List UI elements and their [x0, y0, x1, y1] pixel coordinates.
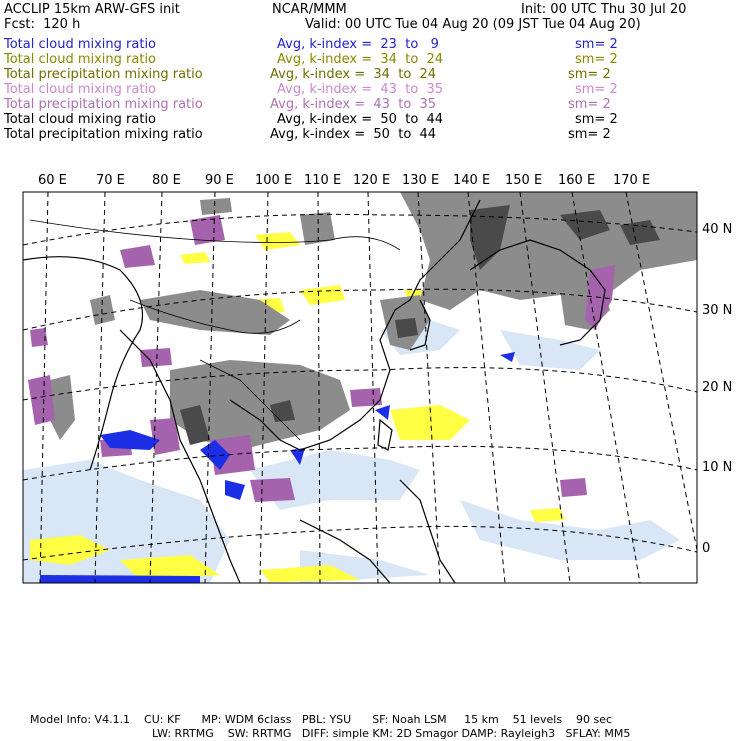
lon-label: 120 E	[353, 173, 391, 188]
map-fields	[23, 192, 697, 583]
lon-label: 90 E	[205, 173, 234, 188]
lon-label: 150 E	[505, 173, 543, 188]
legend-sm: sm= 2	[575, 82, 618, 97]
legend-sm: sm= 2	[575, 112, 618, 127]
lon-label: 60 E	[38, 173, 67, 188]
lat-label: 10 N	[702, 460, 733, 475]
lon-label: 160 E	[558, 173, 596, 188]
legend-label: Total precipitation mixing ratio	[4, 97, 203, 112]
legend-label: Total cloud mixing ratio	[4, 37, 157, 52]
legend-label: Total cloud mixing ratio	[4, 52, 157, 67]
center-label: NCAR/MMM	[272, 2, 347, 17]
legend-stat: Avg, k-index = 34 to 24	[277, 52, 444, 67]
legend-label: Total precipitation mixing ratio	[4, 127, 203, 142]
lon-label: 140 E	[453, 173, 491, 188]
legend-sm: sm= 2	[575, 52, 618, 67]
legend-sm: sm= 2	[568, 67, 611, 82]
lat-label: 0	[702, 541, 711, 556]
lon-label: 170 E	[613, 173, 651, 188]
init-time: Init: 00 UTC Thu 30 Jul 20	[521, 2, 687, 17]
lon-label: 80 E	[152, 173, 181, 188]
forecast-hour: Fcst: 120 h	[4, 17, 81, 32]
lat-label: 20 N	[702, 380, 733, 395]
lon-label: 130 E	[402, 173, 440, 188]
legend-stat: Avg, k-index = 43 to 35	[277, 82, 444, 97]
model-title: ACCLIP 15km ARW-GFS init	[4, 2, 180, 17]
lat-label: 40 N	[702, 222, 733, 237]
legend-stat: Avg, k-index = 50 to 44	[270, 127, 437, 142]
legend-sm: sm= 2	[568, 97, 611, 112]
legend-label: Total precipitation mixing ratio	[4, 67, 203, 82]
legend-stat: Avg, k-index = 43 to 35	[270, 97, 437, 112]
valid-time: Valid: 00 UTC Tue 04 Aug 20 (09 JST Tue 04 Aug 20)	[305, 17, 641, 32]
legend-sm: sm= 2	[568, 127, 611, 142]
lat-label: 30 N	[702, 303, 733, 318]
legend-stat: Avg, k-index = 50 to 44	[277, 112, 444, 127]
model-info-line-2: LW: RRTMG SW: RRTMG DIFF: simple KM: 2D Smagor DAMP: Rayleigh3 SFLAY: MM5	[152, 727, 631, 740]
legend-label: Total cloud mixing ratio	[4, 112, 157, 127]
legend-stat: Avg, k-index = 34 to 24	[270, 67, 437, 82]
legend-stat: Avg, k-index = 23 to 9	[277, 37, 439, 52]
lon-label: 70 E	[96, 173, 125, 188]
lon-label: 100 E	[255, 173, 293, 188]
legend-sm: sm= 2	[575, 37, 618, 52]
model-info-line-1: Model Info: V4.1.1 CU: KF MP: WDM 6class PBL: YSU SF: Noah LSM 15 km 51 levels 90 sec	[30, 713, 613, 726]
legend-label: Total cloud mixing ratio	[4, 82, 157, 97]
lon-label: 110 E	[304, 173, 342, 188]
